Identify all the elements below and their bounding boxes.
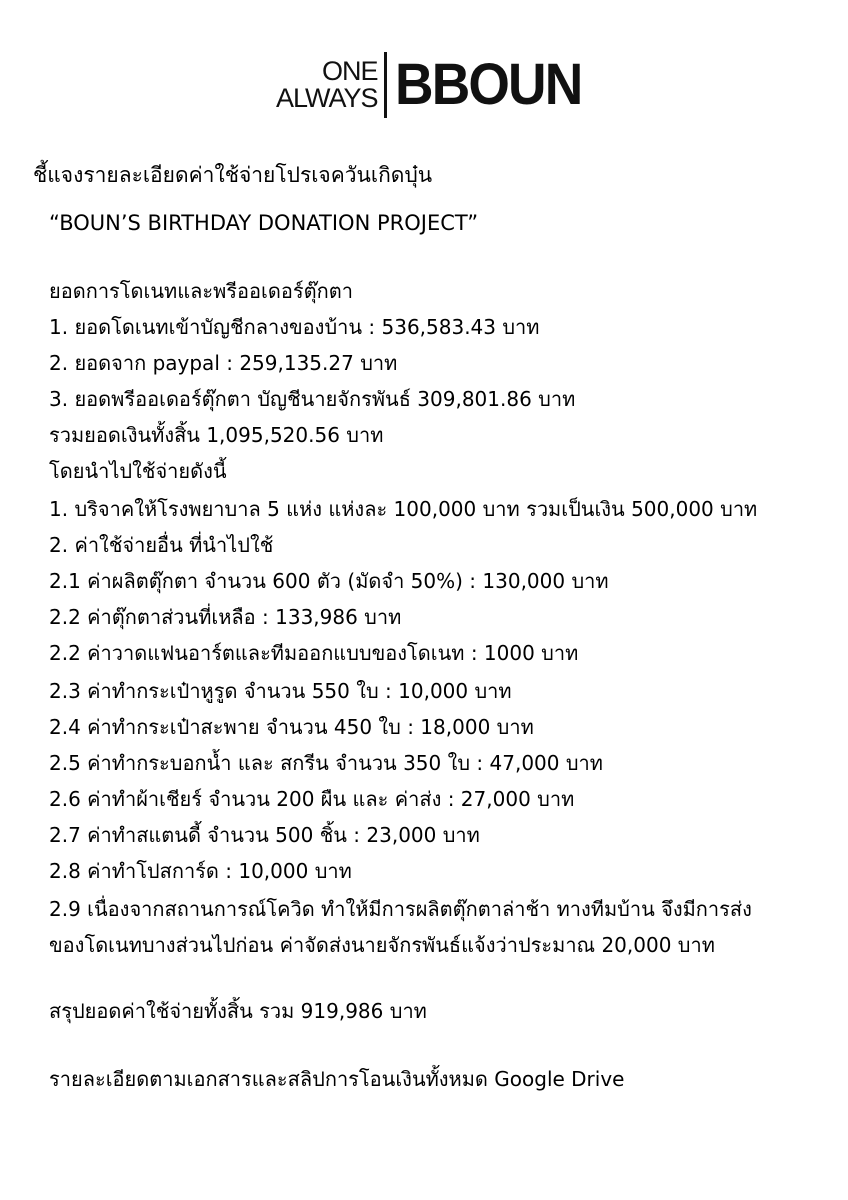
logo-tagline: [276, 50, 382, 120]
expense-line-2-6: 2.6 ค่าทำผ้าเชียร์ จำนวน 200 ผืน และ ค่าส่ง : 27,000 บาท: [49, 787, 575, 811]
expense-line-2-8: 2.8 ค่าทำโปสการ์ด : 10,000 บาท: [49, 859, 352, 883]
expense-line-2-4: 2.4 ค่าทำกระเป๋าสะพาย จำนวน 450 ใบ : 18,000 บาท: [49, 715, 534, 739]
logo-bottom-word: ALWAYS: [276, 83, 378, 113]
details-note: รายละเอียดตามเอกสารและสลิปการโอนเงินทั้งหมด Google Drive: [49, 1067, 625, 1091]
section-header-donations: ยอดการโดเนทและพรีออเดอร์ตุ๊กตา: [49, 279, 353, 303]
expense-line-2-7: 2.7 ค่าทำสแตนดี้ จำนวน 500 ชิ้น : 23,000 บาท: [49, 823, 480, 847]
donation-line-3: 3. ยอดพรีออเดอร์ตุ๊กตา บัญชีนายจักรพันธ์ 309,801.86 บาท: [49, 387, 576, 411]
donation-line-1: 1. ยอดโดเนทเข้าบัญชีกลางของบ้าน : 536,583.43 บาท: [49, 315, 540, 339]
logo-brand: BBOUN: [394, 52, 581, 117]
expense-line-2-5: 2.5 ค่าทำกระบอกน้ำ และ สกรีน จำนวน 350 ใบ : 47,000 บาท: [49, 751, 603, 775]
expense-line-hospitals: 1. บริจาคให้โรงพยาบาล 5 แห่ง แห่งละ 100,000 บาท รวมเป็นเงิน 500,000 บาท: [49, 497, 758, 521]
logo-top-word: ONE: [322, 56, 378, 86]
expense-summary: สรุปยอดค่าใช้จ่ายทั้งสิ้น รวม 919,986 บาท: [49, 999, 427, 1023]
project-title: “BOUN’S BIRTHDAY DONATION PROJECT”: [49, 211, 479, 235]
expense-line-2-9-cont: ของโดเนทบางส่วนไปก่อน ค่าจัดส่งนายจักรพันธ์แจ้งว่าประมาณ 20,000 บาท: [49, 933, 715, 957]
donation-total: รวมยอดเงินทั้งสิ้น 1,095,520.56 บาท: [49, 423, 384, 447]
donation-line-2: 2. ยอดจาก paypal : 259,135.27 บาท: [49, 351, 398, 375]
brand-logo: [276, 50, 597, 120]
expense-line-2-9: 2.9 เนื่องจากสถานการณ์โควิด ทำให้มีการผลิตตุ๊กตาล่าช้า ทางทีมบ้าน จึงมีการส่ง: [49, 897, 752, 921]
expense-line-other: 2. ค่าใช้จ่ายอื่น ที่นำไปใช้: [49, 533, 274, 557]
expense-line-2-3: 2.3 ค่าทำกระเป๋าหูรูด จำนวน 550 ใบ : 10,000 บาท: [49, 679, 512, 703]
expense-line-2-1: 2.1 ค่าผลิตตุ๊กตา จำนวน 600 ตัว (มัดจำ 50%) : 130,000 บาท: [49, 569, 609, 593]
section-header-expenses: โดยนำไปใช้จ่ายดังนี้: [49, 459, 227, 483]
page-title: ชี้แจงรายละเอียดค่าใช้จ่ายโปรเจควันเกิดบุ๋น: [33, 163, 433, 187]
logo-divider: [384, 52, 387, 118]
expense-line-2-2a: 2.2 ค่าตุ๊กตาส่วนที่เหลือ : 133,986 บาท: [49, 605, 402, 629]
expense-line-2-2b: 2.2 ค่าวาดแฟนอาร์ตและทีมออกแบบของโดเนท : 1000 บาท: [49, 641, 579, 665]
